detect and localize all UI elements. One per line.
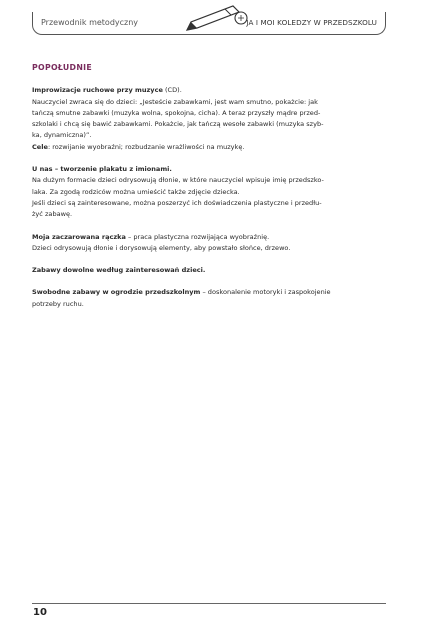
page-content bbox=[32, 62, 386, 310]
activity-title: U nas – tworzenie plakatu z imionami. bbox=[32, 165, 172, 174]
paragraph bbox=[32, 142, 386, 153]
text-line: laka. Za zgodą rodziców można umieścić także zdjęcie dziecka. bbox=[32, 187, 240, 196]
paragraph bbox=[32, 287, 386, 298]
text: – doskonalenie motoryki i zaspokojenie bbox=[200, 288, 331, 297]
text-line: potrzeby ruchu. bbox=[32, 299, 84, 308]
page-number: 10 bbox=[33, 607, 47, 618]
text-line: Na dużym formacie dzieci odrysowują dłonie, w które nauczyciel wpisuje imię przedszko- bbox=[32, 176, 324, 185]
running-header bbox=[32, 12, 386, 35]
text-line: ka, dynamiczna)”. bbox=[32, 131, 92, 140]
goal-label: Cele bbox=[32, 142, 48, 151]
pencil-icon bbox=[181, 4, 253, 34]
section-title: POPOŁUDNIE bbox=[32, 63, 92, 72]
text-line: szkolaki i chcą się bawić zabawkami. Pokażcie, jak tańczą wesołe zabawki (muzyka szyb- bbox=[32, 120, 324, 129]
text-line: Nauczyciel zwraca się do dzieci: „Jesteście zabawkami, jest wam smutno, pokażcie: jak bbox=[32, 97, 318, 106]
paragraph bbox=[32, 85, 386, 96]
paragraph bbox=[32, 232, 386, 243]
text-line: Jeśli dzieci są zainteresowane, można poszerzyć ich doświadczenia plastyczne i przedłu- bbox=[32, 198, 322, 207]
header-right-title: JA I MOI KOLEDZY W PRZEDSZKOLU bbox=[246, 18, 377, 27]
header-left-title: Przewodnik metodyczny bbox=[41, 18, 139, 27]
text-line: tańczą smutne zabawki (muzyka wolna, spokojna, cicha). A teraz przyszły mądre przed- bbox=[32, 108, 321, 117]
activity-title: Improwizacje ruchowe przy muzyce bbox=[32, 86, 163, 95]
activity-title: Swobodne zabawy w ogrodzie przedszkolnym bbox=[32, 288, 201, 297]
text: : rozwijanie wyobraźni; rozbudzanie wrażliwości na muzykę. bbox=[47, 142, 245, 151]
text: – praca plastyczna rozwijająca wyobraźnię. bbox=[125, 232, 270, 241]
text-line: Dzieci odrysowują dłonie i dorysowują elementy, aby powstało słońce, drzewo. bbox=[32, 243, 291, 252]
footer-rule bbox=[32, 603, 386, 604]
activity-title: Moja zaczarowana rączka bbox=[32, 232, 126, 241]
text: (CD). bbox=[162, 86, 182, 95]
text-line: żyć zabawę. bbox=[32, 210, 73, 219]
activity-title: Zabawy dowolne według zainteresowań dzieci. bbox=[32, 266, 206, 275]
